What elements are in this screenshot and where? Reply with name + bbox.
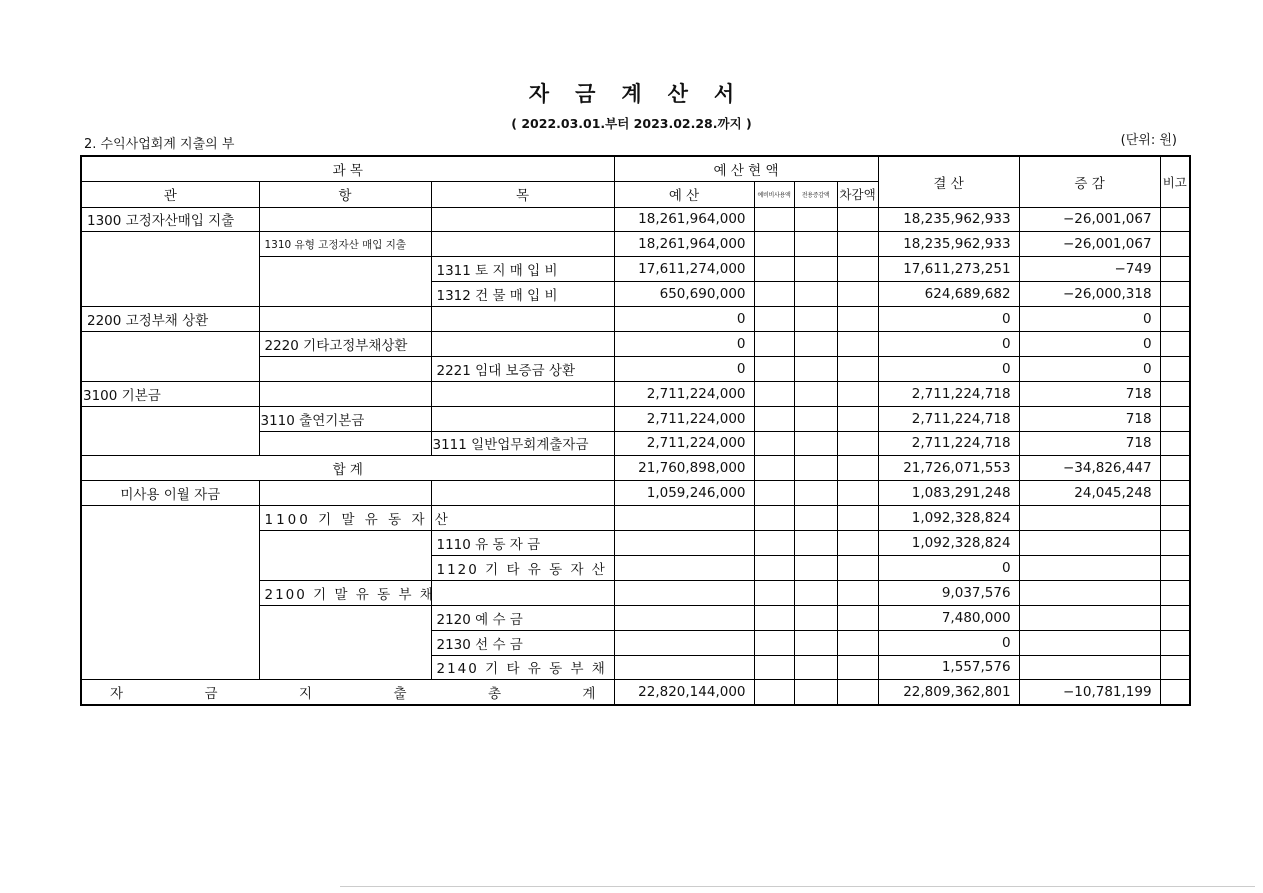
mok-cell: 1312 건 물 매 입 비 <box>431 282 614 307</box>
budget-cell: 18,261,964,000 <box>614 232 754 257</box>
table-row <box>81 331 1190 356</box>
hang-cell: 1100 기 말 유 동 자 산 <box>259 506 431 531</box>
budget-cell: 22,820,144,000 <box>614 680 754 705</box>
budget-cell: 21,760,898,000 <box>614 456 754 481</box>
change-cell: 0 <box>1019 356 1160 381</box>
gwan-cell: 2200 고정부채 상환 <box>81 307 259 332</box>
gwan-cell: 1300 고정자산매입 지출 <box>81 207 259 232</box>
settlement-cell: 21,726,071,553 <box>878 456 1019 481</box>
header-budget-group: 예 산 현 액 <box>614 156 878 182</box>
settlement-cell: 0 <box>878 331 1019 356</box>
settlement-cell: 1,092,328,824 <box>878 531 1019 556</box>
settlement-cell: 2,711,224,718 <box>878 381 1019 406</box>
budget-cell: 1,059,246,000 <box>614 481 754 506</box>
table-row <box>81 307 1190 332</box>
header-gwan: 관 <box>81 182 259 208</box>
header-row-1 <box>81 156 1190 182</box>
budget-cell: 650,690,000 <box>614 282 754 307</box>
hang-cell: 2220 기타고정부채상환 <box>259 331 431 356</box>
hang-cell: 2100 기 말 유 동 부 채 <box>259 580 431 605</box>
change-cell: −34,826,447 <box>1019 456 1160 481</box>
table-row <box>81 506 1190 531</box>
change-cell: −26,000,318 <box>1019 282 1160 307</box>
total-char: 출 <box>393 686 407 703</box>
hang-cell <box>259 207 431 232</box>
mok-cell <box>431 506 614 531</box>
settlement-cell: 9,037,576 <box>878 580 1019 605</box>
settlement-cell: 0 <box>878 307 1019 332</box>
settlement-cell: 0 <box>878 555 1019 580</box>
table-row <box>81 406 1190 431</box>
settlement-cell: 2,711,224,718 <box>878 406 1019 431</box>
budget-cell: 2,711,224,000 <box>614 431 754 456</box>
mok-cell <box>431 307 614 332</box>
mok-cell <box>431 406 614 431</box>
settlement-cell: 0 <box>878 356 1019 381</box>
table-row <box>81 207 1190 232</box>
hang-cell: 1310 유형 고정자산 매입 지출 <box>259 232 431 257</box>
hang-cell <box>259 356 431 381</box>
header-remarks: 비고 <box>1160 156 1190 207</box>
scan-edge-line <box>340 886 1255 887</box>
budget-cell: 2,711,224,000 <box>614 406 754 431</box>
gwan-cell <box>81 506 259 680</box>
change-cell: 718 <box>1019 406 1160 431</box>
hang-cell <box>259 307 431 332</box>
gwan-cell: 3100 기본금 <box>81 381 259 406</box>
change-cell: 718 <box>1019 381 1160 406</box>
unit-label: (단위: 원) <box>1120 133 1177 148</box>
mok-cell: 1120 기 타 유 동 자 산 <box>431 555 614 580</box>
settlement-cell: 7,480,000 <box>878 605 1019 630</box>
header-budget: 예 산 <box>614 182 754 208</box>
change-cell: 24,045,248 <box>1019 481 1160 506</box>
settlement-cell: 1,092,328,824 <box>878 506 1019 531</box>
header-change: 증 감 <box>1019 156 1160 207</box>
hang-cell <box>259 431 431 456</box>
settlement-cell: 1,557,576 <box>878 655 1019 680</box>
grand-total-label <box>81 680 614 705</box>
hang-cell <box>259 257 431 307</box>
mok-cell <box>431 207 614 232</box>
change-cell: −749 <box>1019 257 1160 282</box>
mok-cell: 2120 예 수 금 <box>431 605 614 630</box>
header-reserve: 예비비사용액 <box>754 182 794 208</box>
table-row <box>81 381 1190 406</box>
budget-cell: 18,261,964,000 <box>614 207 754 232</box>
change-cell: −26,001,067 <box>1019 232 1160 257</box>
change-cell: 718 <box>1019 431 1160 456</box>
hang-cell <box>259 605 431 680</box>
gwan-cell <box>81 331 259 381</box>
hang-cell: 3110 출연기본금 <box>259 406 431 431</box>
settlement-cell: 18,235,962,933 <box>878 232 1019 257</box>
settlement-cell: 2,711,224,718 <box>878 431 1019 456</box>
budget-cell: 0 <box>614 356 754 381</box>
header-transfer: 전용증감액 <box>794 182 837 208</box>
settlement-cell: 0 <box>878 630 1019 655</box>
mok-cell <box>431 331 614 356</box>
total-char: 총 <box>487 686 501 703</box>
change-cell: 0 <box>1019 307 1160 332</box>
mok-cell <box>431 580 614 605</box>
mok-cell: 2140 기 타 유 동 부 채 <box>431 655 614 680</box>
settlement-cell: 17,611,273,251 <box>878 257 1019 282</box>
mok-cell: 1311 토 지 매 입 비 <box>431 257 614 282</box>
fund-statement-table <box>80 155 1191 706</box>
header-settlement: 결 산 <box>878 156 1019 207</box>
budget-cell: 17,611,274,000 <box>614 257 754 282</box>
budget-cell: 0 <box>614 307 754 332</box>
subtotal-label: 합 계 <box>81 456 614 481</box>
section-heading: 2. 수익사업회계 지출의 부 <box>84 137 235 152</box>
header-mok: 목 <box>431 182 614 208</box>
settlement-cell: 1,083,291,248 <box>878 481 1019 506</box>
total-char: 계 <box>582 686 596 703</box>
hang-cell <box>259 381 431 406</box>
header-subject: 과 목 <box>81 156 614 182</box>
gwan-cell <box>81 406 259 456</box>
gwan-cell <box>81 232 259 307</box>
carry-label: 미사용 이월 자금 <box>81 481 259 506</box>
total-char: 금 <box>204 686 218 703</box>
settlement-cell: 18,235,962,933 <box>878 207 1019 232</box>
mok-cell: 3111 일반업무회계출자금 <box>431 431 614 456</box>
budget-cell: 0 <box>614 331 754 356</box>
total-char: 자 <box>110 686 124 703</box>
mok-cell: 2221 임대 보증금 상환 <box>431 356 614 381</box>
budget-cell: 2,711,224,000 <box>614 381 754 406</box>
document-title: 자금계산서 <box>528 82 761 106</box>
grand-total-row <box>81 680 1190 705</box>
mok-cell: 2130 선 수 금 <box>431 630 614 655</box>
settlement-cell: 624,689,682 <box>878 282 1019 307</box>
hang-cell <box>259 531 431 581</box>
subtotal-row <box>81 456 1190 481</box>
change-cell: 0 <box>1019 331 1160 356</box>
total-char: 지 <box>298 686 313 703</box>
mok-cell <box>431 381 614 406</box>
fiscal-period: ( 2022.03.01.부터 2023.02.28.까지 ) <box>511 116 752 131</box>
mok-cell: 1110 유 동 자 금 <box>431 531 614 556</box>
carry-row <box>81 481 1190 506</box>
settlement-cell: 22,809,362,801 <box>878 680 1019 705</box>
header-diff: 차감액 <box>837 182 878 208</box>
mok-cell <box>431 232 614 257</box>
header-hang: 항 <box>259 182 431 208</box>
change-cell: −10,781,199 <box>1019 680 1160 705</box>
table-row <box>81 232 1190 257</box>
change-cell: −26,001,067 <box>1019 207 1160 232</box>
